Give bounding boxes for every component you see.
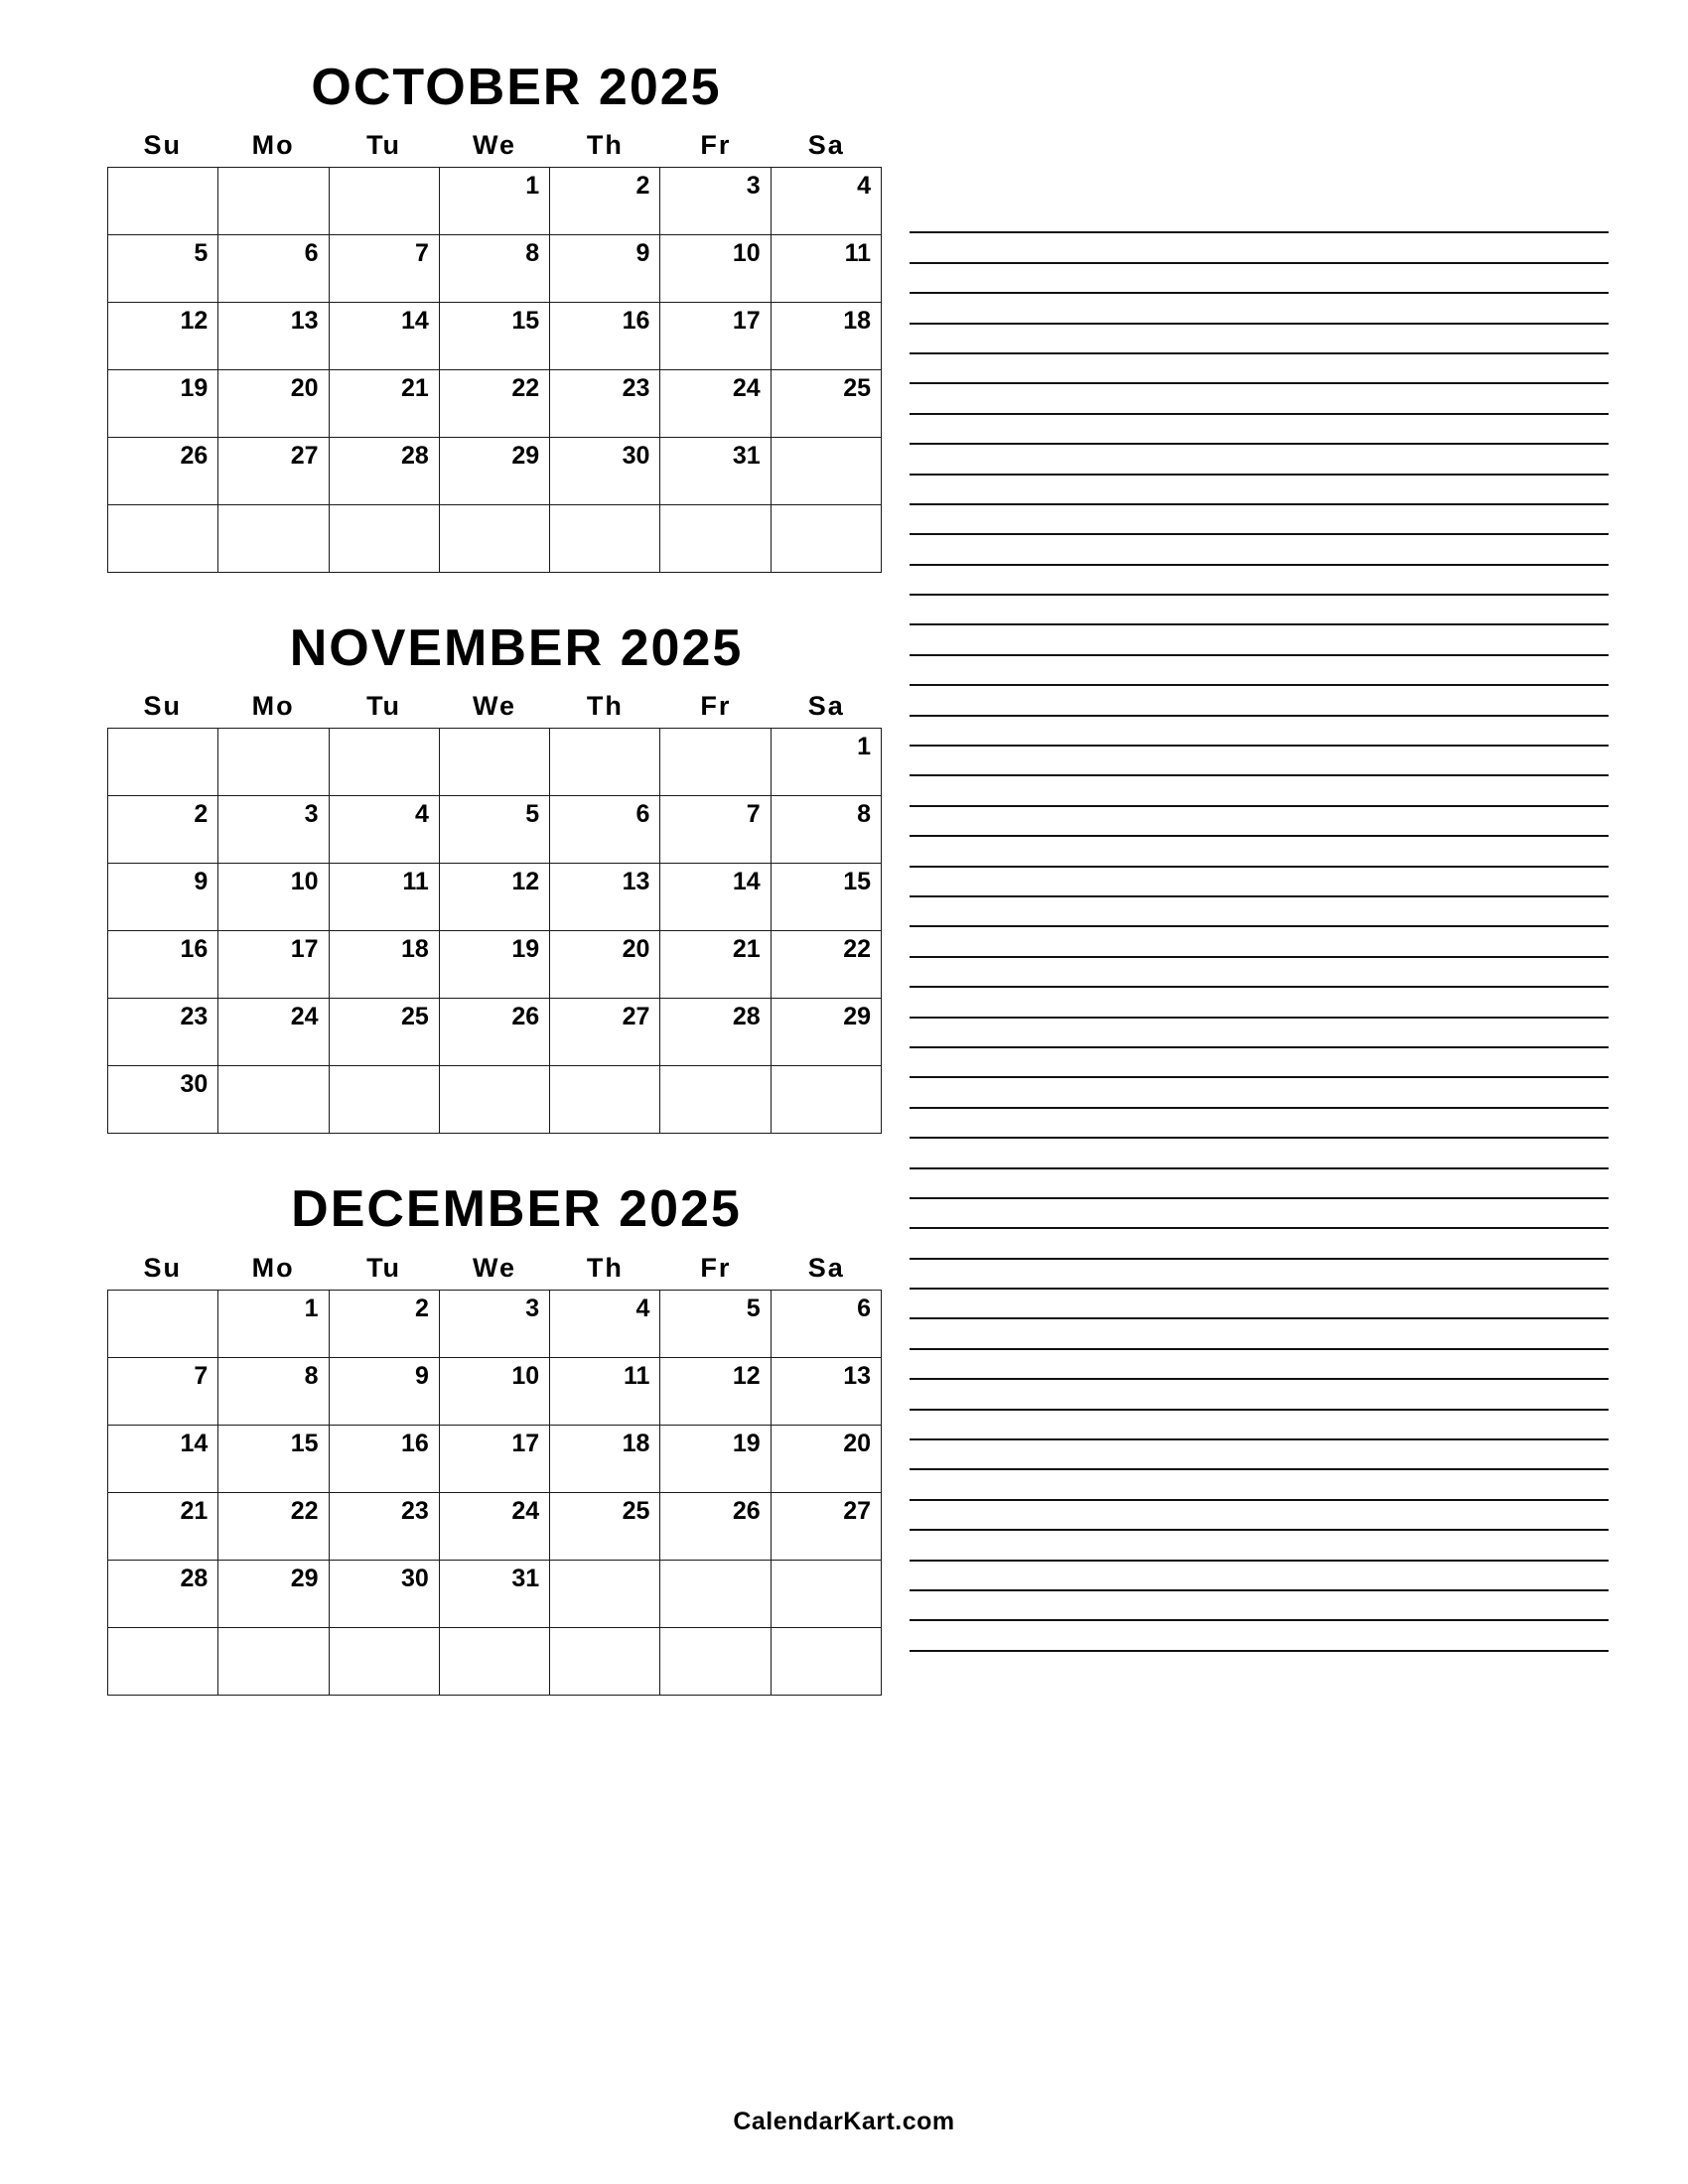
day-cell[interactable]: 6 xyxy=(218,235,329,303)
day-cell[interactable]: 26 xyxy=(108,438,218,505)
calendar-week-row xyxy=(108,303,882,370)
note-line[interactable] xyxy=(910,1078,1609,1108)
day-cell[interactable]: 28 xyxy=(329,438,439,505)
note-line[interactable] xyxy=(910,1199,1609,1229)
day-cell[interactable]: 12 xyxy=(660,1357,771,1425)
calendar-week-row xyxy=(108,235,882,303)
note-line[interactable] xyxy=(910,325,1609,354)
day-cell[interactable] xyxy=(108,168,218,235)
day-cell[interactable] xyxy=(218,1627,329,1695)
weekday-we: We xyxy=(472,691,516,722)
calendar-week-row xyxy=(108,864,882,931)
day-cell[interactable] xyxy=(329,1066,439,1134)
day-cell[interactable]: 25 xyxy=(550,1492,660,1560)
note-line[interactable] xyxy=(910,476,1609,505)
note-line[interactable] xyxy=(910,1109,1609,1139)
day-cell[interactable]: 20 xyxy=(218,370,329,438)
note-line[interactable] xyxy=(910,1501,1609,1531)
day-cell[interactable]: 23 xyxy=(550,370,660,438)
day-cell[interactable]: 3 xyxy=(660,168,771,235)
day-cell[interactable]: 19 xyxy=(439,931,549,999)
day-cell[interactable]: 9 xyxy=(108,864,218,931)
day-cell[interactable]: 16 xyxy=(550,303,660,370)
calendar-week-row xyxy=(108,505,882,573)
weekday-header-december xyxy=(107,1253,882,1284)
note-line[interactable] xyxy=(910,1440,1609,1470)
note-line[interactable] xyxy=(910,1380,1609,1410)
day-cell[interactable]: 14 xyxy=(329,303,439,370)
day-cell[interactable]: 13 xyxy=(218,303,329,370)
day-cell[interactable]: 5 xyxy=(660,1290,771,1357)
calendar-week-row xyxy=(108,1492,882,1560)
weekday-fr: Fr xyxy=(700,130,732,161)
weekday-mo: Mo xyxy=(251,130,295,161)
day-cell[interactable]: 31 xyxy=(439,1560,549,1627)
day-cell[interactable]: 5 xyxy=(108,235,218,303)
month-block-december xyxy=(89,1181,884,1695)
day-cell[interactable] xyxy=(439,729,549,796)
month-title-december: DECEMBER 2025 xyxy=(291,1180,742,1239)
day-cell[interactable]: 4 xyxy=(329,796,439,864)
day-cell[interactable]: 18 xyxy=(550,1425,660,1492)
note-line[interactable] xyxy=(910,656,1609,686)
weekday-we: We xyxy=(472,1252,516,1283)
day-cell[interactable]: 5 xyxy=(439,796,549,864)
day-cell[interactable]: 29 xyxy=(439,438,549,505)
day-cell[interactable]: 9 xyxy=(550,235,660,303)
day-cell[interactable] xyxy=(108,1290,218,1357)
day-cell[interactable]: 1 xyxy=(771,729,881,796)
day-cell[interactable]: 11 xyxy=(329,864,439,931)
day-cell[interactable]: 13 xyxy=(771,1357,881,1425)
day-cell[interactable]: 8 xyxy=(218,1357,329,1425)
day-cell[interactable]: 9 xyxy=(329,1357,439,1425)
note-line[interactable] xyxy=(910,717,1609,747)
note-line[interactable] xyxy=(910,1229,1609,1259)
weekday-tu: Tu xyxy=(366,691,402,722)
day-cell[interactable]: 24 xyxy=(660,370,771,438)
weekday-th: Th xyxy=(586,691,624,722)
weekday-header-october xyxy=(107,130,882,161)
day-cell[interactable]: 15 xyxy=(218,1425,329,1492)
day-cell[interactable]: 12 xyxy=(439,864,549,931)
day-cell[interactable]: 31 xyxy=(660,438,771,505)
note-line[interactable] xyxy=(910,445,1609,475)
day-cell[interactable] xyxy=(439,1066,549,1134)
month-title-november: NOVEMBER 2025 xyxy=(289,619,744,678)
note-line[interactable] xyxy=(910,505,1609,535)
day-cell[interactable]: 14 xyxy=(108,1425,218,1492)
note-line[interactable] xyxy=(910,1019,1609,1048)
day-cell[interactable] xyxy=(218,505,329,573)
day-cell[interactable]: 17 xyxy=(439,1425,549,1492)
day-cell[interactable]: 10 xyxy=(660,235,771,303)
day-cell[interactable] xyxy=(329,729,439,796)
day-cell[interactable]: 2 xyxy=(550,168,660,235)
day-cell[interactable] xyxy=(329,1627,439,1695)
day-cell[interactable]: 22 xyxy=(218,1492,329,1560)
weekday-header-november xyxy=(107,691,882,722)
day-cell[interactable]: 11 xyxy=(550,1357,660,1425)
day-cell[interactable]: 24 xyxy=(439,1492,549,1560)
day-cell[interactable]: 6 xyxy=(771,1290,881,1357)
day-cell[interactable] xyxy=(550,729,660,796)
note-line[interactable] xyxy=(910,596,1609,625)
day-cell[interactable]: 4 xyxy=(771,168,881,235)
day-cell[interactable]: 7 xyxy=(108,1357,218,1425)
day-cell[interactable]: 30 xyxy=(550,438,660,505)
day-cell[interactable] xyxy=(771,1627,881,1695)
day-cell[interactable]: 22 xyxy=(771,931,881,999)
weekday-th: Th xyxy=(586,130,624,161)
note-line[interactable] xyxy=(910,415,1609,445)
weekday-we: We xyxy=(472,130,516,161)
note-line[interactable] xyxy=(910,807,1609,837)
notes-lined-area[interactable] xyxy=(910,204,1609,2184)
day-cell[interactable]: 16 xyxy=(108,931,218,999)
note-line[interactable] xyxy=(910,1621,1609,1651)
day-cell[interactable]: 12 xyxy=(108,303,218,370)
note-line[interactable] xyxy=(910,625,1609,655)
day-cell[interactable]: 10 xyxy=(439,1357,549,1425)
note-line[interactable] xyxy=(910,1350,1609,1380)
day-cell[interactable] xyxy=(771,438,881,505)
calendar-week-row xyxy=(108,370,882,438)
weekday-tu: Tu xyxy=(366,1252,402,1283)
day-cell[interactable]: 27 xyxy=(218,438,329,505)
day-cell[interactable] xyxy=(660,1627,771,1695)
calendar-week-row xyxy=(108,931,882,999)
note-line[interactable] xyxy=(910,958,1609,988)
weekday-su: Su xyxy=(143,691,182,722)
day-cell[interactable]: 2 xyxy=(108,796,218,864)
calendar-week-row xyxy=(108,1066,882,1134)
day-cell[interactable] xyxy=(439,1627,549,1695)
day-cell[interactable] xyxy=(329,505,439,573)
calendar-week-row xyxy=(108,168,882,235)
day-cell[interactable]: 29 xyxy=(218,1560,329,1627)
note-line[interactable] xyxy=(910,384,1609,414)
note-line[interactable] xyxy=(910,1411,1609,1440)
day-cell[interactable] xyxy=(660,1066,771,1134)
day-cell[interactable]: 27 xyxy=(550,999,660,1066)
footer-brand: CalendarKart.com xyxy=(733,2108,955,2135)
note-line[interactable] xyxy=(910,1531,1609,1561)
day-cell[interactable]: 2 xyxy=(329,1290,439,1357)
day-cell[interactable]: 7 xyxy=(329,235,439,303)
day-cell[interactable]: 28 xyxy=(660,999,771,1066)
day-cell[interactable] xyxy=(660,1560,771,1627)
month-title-october: OCTOBER 2025 xyxy=(311,59,722,116)
day-cell[interactable]: 4 xyxy=(550,1290,660,1357)
day-cell[interactable] xyxy=(550,1560,660,1627)
day-cell[interactable]: 21 xyxy=(660,931,771,999)
day-cell[interactable]: 13 xyxy=(550,864,660,931)
note-line[interactable] xyxy=(910,837,1609,867)
day-cell[interactable] xyxy=(771,505,881,573)
day-cell[interactable] xyxy=(550,1066,660,1134)
note-line[interactable] xyxy=(910,294,1609,324)
weekday-su: Su xyxy=(143,130,182,161)
note-line[interactable] xyxy=(910,686,1609,716)
note-line[interactable] xyxy=(910,1139,1609,1168)
note-line[interactable] xyxy=(910,535,1609,565)
note-line[interactable] xyxy=(910,1319,1609,1349)
day-cell[interactable] xyxy=(550,1627,660,1695)
day-cell[interactable]: 18 xyxy=(329,931,439,999)
day-cell[interactable] xyxy=(218,168,329,235)
weekday-su: Su xyxy=(143,1252,182,1283)
day-cell[interactable]: 11 xyxy=(771,235,881,303)
calendar-week-row xyxy=(108,1357,882,1425)
weekday-sa: Sa xyxy=(807,691,845,722)
note-line[interactable] xyxy=(910,1562,1609,1591)
day-cell[interactable]: 28 xyxy=(108,1560,218,1627)
weekday-tu: Tu xyxy=(366,130,402,161)
note-line[interactable] xyxy=(910,264,1609,294)
day-cell[interactable]: 15 xyxy=(771,864,881,931)
day-cell[interactable]: 17 xyxy=(660,303,771,370)
calendar-week-row xyxy=(108,729,882,796)
day-cell[interactable]: 29 xyxy=(771,999,881,1066)
day-cell[interactable]: 10 xyxy=(218,864,329,931)
day-cell[interactable]: 6 xyxy=(550,796,660,864)
day-cell[interactable]: 21 xyxy=(108,1492,218,1560)
day-cell[interactable]: 14 xyxy=(660,864,771,931)
note-line[interactable] xyxy=(910,566,1609,596)
calendar-week-row xyxy=(108,796,882,864)
day-cell[interactable]: 30 xyxy=(108,1066,218,1134)
day-cell[interactable] xyxy=(771,1066,881,1134)
day-cell[interactable] xyxy=(218,1066,329,1134)
note-line[interactable] xyxy=(910,1470,1609,1500)
day-cell[interactable]: 25 xyxy=(329,999,439,1066)
day-cell[interactable] xyxy=(329,168,439,235)
day-cell[interactable] xyxy=(550,505,660,573)
day-cell[interactable]: 25 xyxy=(771,370,881,438)
month-block-november xyxy=(89,620,884,1134)
weekday-sa: Sa xyxy=(807,1252,845,1283)
day-cell[interactable] xyxy=(108,505,218,573)
note-line[interactable] xyxy=(910,747,1609,776)
calendar-grid-november xyxy=(107,728,882,1134)
note-line[interactable] xyxy=(910,897,1609,927)
day-cell[interactable] xyxy=(108,1627,218,1695)
day-cell[interactable] xyxy=(218,729,329,796)
calendar-week-row xyxy=(108,1560,882,1627)
weekday-sa: Sa xyxy=(807,130,845,161)
day-cell[interactable]: 30 xyxy=(329,1560,439,1627)
calendar-week-row xyxy=(108,1290,882,1357)
calendar-grid-december xyxy=(107,1290,882,1696)
note-line[interactable] xyxy=(910,204,1609,233)
day-cell[interactable]: 1 xyxy=(439,168,549,235)
month-block-october xyxy=(89,60,884,573)
note-line[interactable] xyxy=(910,233,1609,263)
weekday-mo: Mo xyxy=(251,1252,295,1283)
weekday-fr: Fr xyxy=(700,691,732,722)
day-cell[interactable]: 23 xyxy=(329,1492,439,1560)
weekday-fr: Fr xyxy=(700,1252,732,1283)
note-line[interactable] xyxy=(910,868,1609,897)
day-cell[interactable] xyxy=(660,729,771,796)
note-line[interactable] xyxy=(910,988,1609,1018)
day-cell[interactable]: 1 xyxy=(218,1290,329,1357)
day-cell[interactable]: 24 xyxy=(218,999,329,1066)
note-line[interactable] xyxy=(910,927,1609,957)
day-cell[interactable] xyxy=(660,505,771,573)
day-cell[interactable]: 19 xyxy=(108,370,218,438)
day-cell[interactable]: 21 xyxy=(329,370,439,438)
day-cell[interactable]: 3 xyxy=(218,796,329,864)
weekday-mo: Mo xyxy=(251,691,295,722)
day-cell[interactable] xyxy=(439,505,549,573)
day-cell[interactable]: 8 xyxy=(439,235,549,303)
day-cell[interactable] xyxy=(108,729,218,796)
day-cell[interactable]: 16 xyxy=(329,1425,439,1492)
day-cell[interactable]: 22 xyxy=(439,370,549,438)
day-cell[interactable]: 23 xyxy=(108,999,218,1066)
day-cell[interactable]: 8 xyxy=(771,796,881,864)
day-cell[interactable]: 18 xyxy=(771,303,881,370)
day-cell[interactable] xyxy=(771,1560,881,1627)
day-cell[interactable]: 17 xyxy=(218,931,329,999)
note-line[interactable] xyxy=(910,776,1609,806)
note-line[interactable] xyxy=(910,1290,1609,1319)
day-cell[interactable]: 15 xyxy=(439,303,549,370)
calendar-week-row xyxy=(108,1627,882,1695)
note-line[interactable] xyxy=(910,1591,1609,1621)
day-cell[interactable]: 7 xyxy=(660,796,771,864)
day-cell[interactable]: 26 xyxy=(660,1492,771,1560)
day-cell[interactable]: 3 xyxy=(439,1290,549,1357)
calendar-week-row xyxy=(108,438,882,505)
day-cell[interactable]: 27 xyxy=(771,1492,881,1560)
note-line[interactable] xyxy=(910,1260,1609,1290)
calendar-week-row xyxy=(108,1425,882,1492)
day-cell[interactable]: 19 xyxy=(660,1425,771,1492)
calendar-week-row xyxy=(108,999,882,1066)
note-line[interactable] xyxy=(910,1048,1609,1078)
calendar-grid-october xyxy=(107,167,882,573)
note-line[interactable] xyxy=(910,1169,1609,1199)
weekday-th: Th xyxy=(586,1252,624,1283)
note-line[interactable] xyxy=(910,354,1609,384)
calendar-column xyxy=(70,60,884,2184)
day-cell[interactable]: 20 xyxy=(771,1425,881,1492)
day-cell[interactable]: 20 xyxy=(550,931,660,999)
day-cell[interactable]: 26 xyxy=(439,999,549,1066)
